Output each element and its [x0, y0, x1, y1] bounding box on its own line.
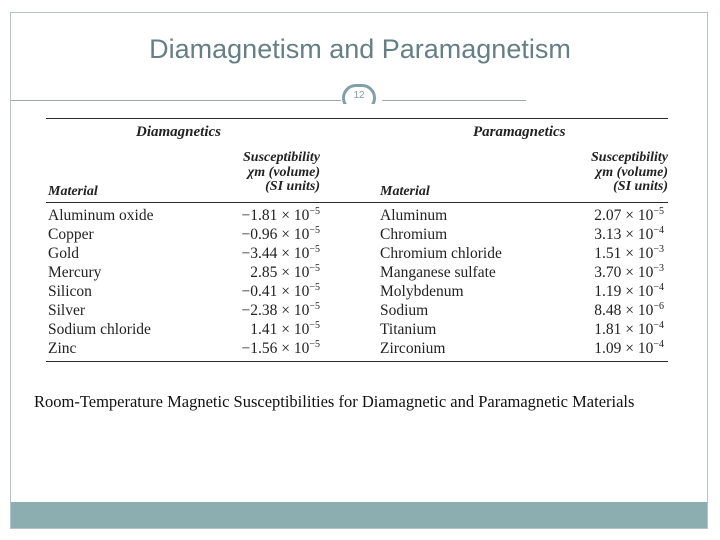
table-header-rule: [46, 202, 668, 203]
susceptibility-cell-para: $8.48 \times 10^{-6}$: [594, 301, 664, 319]
slide-title: Diamagnetism and Paramagnetism: [149, 34, 571, 64]
susceptibility-cell-para: $1.09 \times 10^{-4}$: [594, 339, 664, 357]
table-row: [46, 282, 668, 301]
material-cell-para: Titanium: [380, 321, 437, 338]
material-cell-para: Manganese sulfate: [380, 264, 496, 281]
material-cell-dia: Silver: [48, 302, 86, 319]
group-title-paramagnetics: Paramagnetics: [473, 124, 566, 140]
table-row: [46, 225, 668, 244]
table-row: [46, 339, 668, 358]
susceptibility-cell-dia: $-1.56 \times 10^{-5}$: [241, 339, 320, 357]
title-divider-right: [382, 100, 526, 101]
susceptibility-cell-para: $3.13 \times 10^{-4}$: [594, 225, 664, 243]
table-top-rule: [46, 118, 668, 119]
material-cell-para: Chromium: [380, 226, 448, 243]
material-cell-para: Chromium chloride: [380, 245, 502, 262]
material-cell-dia: Gold: [48, 245, 79, 262]
material-cell-dia: Silicon: [48, 283, 92, 300]
table-row: [46, 244, 668, 263]
susceptibility-header-dia: Susceptibility χm (volume) (SI units): [243, 150, 320, 194]
susceptibility-cell-para: $1.81 \times 10^{-4}$: [594, 320, 664, 338]
table-row: [46, 206, 668, 225]
susceptibility-cell-dia: $1.41 \times 10^{-5}$: [250, 320, 320, 338]
material-cell-dia: Mercury: [48, 264, 102, 281]
susceptibility-header-para: Susceptibility χm (volume) (SI units): [591, 150, 668, 194]
group-title-diamagnetics: Diamagnetics: [136, 124, 221, 140]
material-header-dia: Material: [48, 184, 98, 199]
material-cell-dia: Sodium chloride: [48, 321, 151, 338]
susceptibility-cell-para: $1.19 \times 10^{-4}$: [594, 282, 664, 300]
susceptibility-cell-dia: $2.85 \times 10^{-5}$: [250, 263, 320, 281]
susceptibility-cell-para: $1.51 \times 10^{-3}$: [594, 244, 664, 262]
table-row: [46, 263, 668, 282]
material-cell-dia: Copper: [48, 226, 94, 243]
table-bottom-rule: [46, 361, 668, 362]
page-number: 12: [353, 90, 365, 101]
susceptibility-cell-dia: $-1.81 \times 10^{-5}$: [241, 206, 320, 224]
table-caption: Room-Temperature Magnetic Susceptibilities for Diamagnetic and Paramagnetic Materials: [34, 392, 635, 411]
table-row: [46, 320, 668, 339]
susceptibility-cell-para: $3.70 \times 10^{-3}$: [594, 263, 664, 281]
material-cell-para: Molybdenum: [380, 283, 464, 300]
title-divider-left: [11, 100, 341, 101]
susceptibility-table: [46, 118, 668, 362]
susceptibility-cell-dia: $-3.44 \times 10^{-5}$: [241, 244, 320, 262]
susceptibility-cell-dia: $-0.41 \times 10^{-5}$: [241, 282, 320, 300]
material-cell-para: Aluminum: [380, 207, 448, 224]
material-cell-dia: Aluminum oxide: [48, 207, 154, 224]
susceptibility-cell-dia: $-2.38 \times 10^{-5}$: [241, 301, 320, 319]
material-cell-para: Sodium: [380, 302, 429, 319]
material-cell-para: Zirconium: [380, 340, 446, 357]
susceptibility-cell-para: $2.07 \times 10^{-5}$: [594, 206, 664, 224]
footer-bar: [11, 502, 707, 528]
material-header-para: Material: [380, 184, 430, 199]
table-row: [46, 301, 668, 320]
susceptibility-cell-dia: $-0.96 \times 10^{-5}$: [241, 225, 320, 243]
material-cell-dia: Zinc: [48, 340, 77, 357]
